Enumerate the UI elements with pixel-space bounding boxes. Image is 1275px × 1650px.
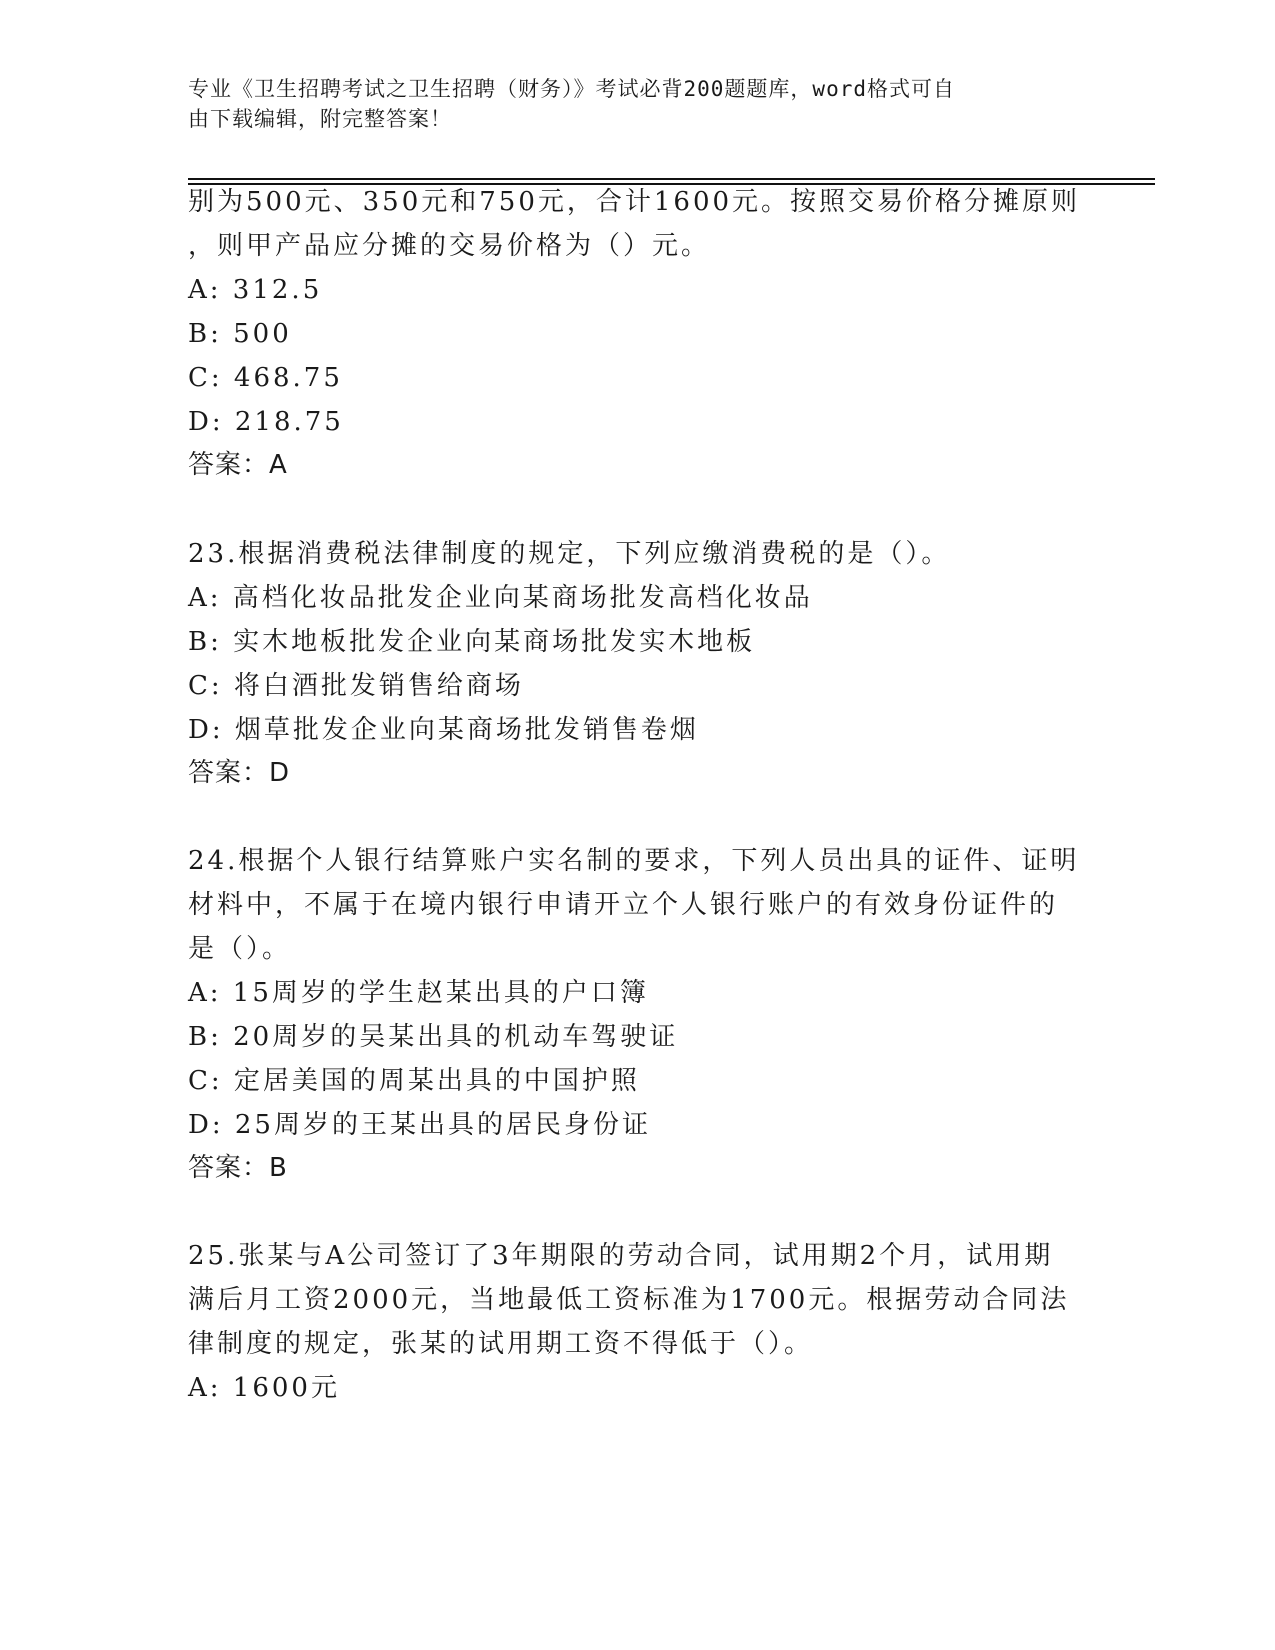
q25-stem-line-2: 满后月工资2000元，当地最低工资标准为1700元。根据劳动合同法: [188, 1285, 1070, 1315]
q24-option-c: C: 定居美国的周某出具的中国护照: [188, 1066, 640, 1096]
q23-answer: 答案：D: [188, 758, 291, 788]
q22-stem-line-1: 别为500元、350元和750元，合计1600元。按照交易价格分摊原则: [188, 187, 1081, 217]
header-title-line-1: 专业《卫生招聘考试之卫生招聘（财务）》考试必背200题题库，word格式可自: [188, 77, 955, 101]
q23-option-c: C: 将白酒批发销售给商场: [188, 671, 524, 701]
q25-stem-line-1: 25.张某与A公司签订了3年期限的劳动合同，试用期2个月，试用期: [188, 1241, 1054, 1271]
q24-option-a: A: 15周岁的学生赵某出具的户口簿: [188, 978, 649, 1008]
q22-option-a: A: 312.5: [188, 275, 323, 305]
q25-option-a: A: 1600元: [188, 1373, 340, 1403]
q24-option-b: B: 20周岁的吴某出具的机动车驾驶证: [188, 1022, 679, 1052]
q24-stem-line-2: 材料中，不属于在境内银行申请开立个人银行账户的有效身份证件的: [188, 890, 1059, 920]
q24-stem-line-3: 是（）。: [188, 934, 292, 964]
document-header: [188, 74, 1068, 134]
q22-option-b: B: 500: [188, 319, 292, 349]
header-title-line-2: 由下载编辑，附完整答案！: [188, 107, 452, 131]
q23-stem-line-1: 23.根据消费税法律制度的规定，下列应缴消费税的是（）。: [188, 539, 951, 569]
q22-answer: 答案：A: [188, 450, 288, 480]
q22-option-c: C: 468.75: [188, 363, 343, 393]
q23-option-d: D: 烟草批发企业向某商场批发销售卷烟: [188, 715, 699, 745]
header-divider-top: [188, 178, 1155, 180]
q23-option-b: B: 实木地板批发企业向某商场批发实木地板: [188, 627, 756, 657]
q24-answer: 答案：B: [188, 1153, 288, 1183]
q25-stem-line-3: 律制度的规定，张某的试用期工资不得低于（）。: [188, 1329, 814, 1359]
q24-option-d: D: 25周岁的王某出具的居民身份证: [188, 1110, 651, 1140]
q22-option-d: D: 218.75: [188, 407, 344, 437]
q23-option-a: A: 高档化妆品批发企业向某商场批发高档化妆品: [188, 583, 813, 613]
q22-stem-line-2: ，则甲产品应分摊的交易价格为（）元。: [188, 231, 711, 261]
q24-stem-line-1: 24.根据个人银行结算账户实名制的要求，下列人员出具的证件、证明: [188, 846, 1080, 876]
